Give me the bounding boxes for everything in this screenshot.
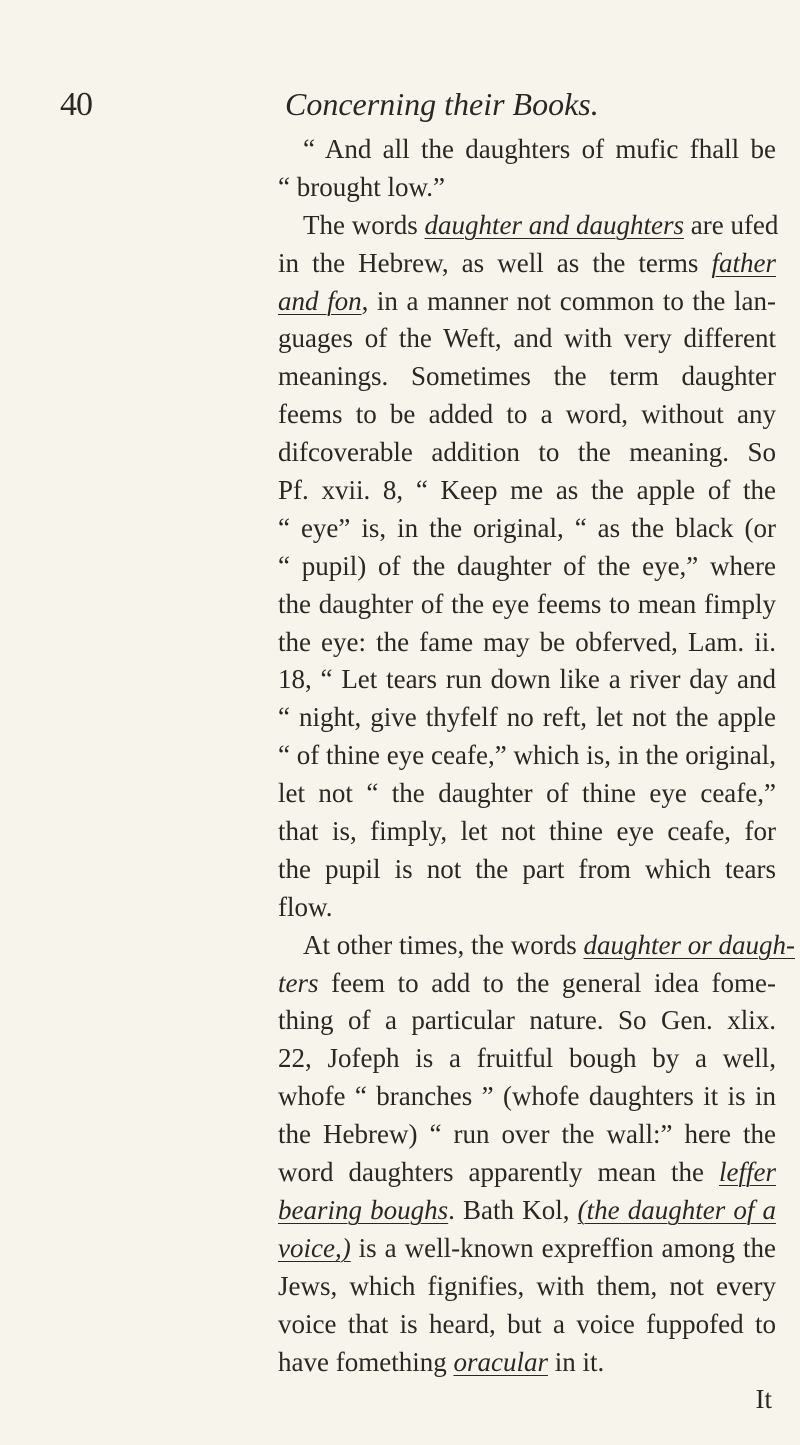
text-line xyxy=(278,775,776,813)
emphasized-text: ters xyxy=(278,967,319,998)
line-text: 22, Jofeph is a fruitful bough by a well, xyxy=(278,1043,776,1074)
text-line xyxy=(278,965,776,1003)
text-line xyxy=(278,472,776,510)
text-line xyxy=(278,1230,776,1268)
text-line xyxy=(278,699,776,737)
line-text: whofe “ branches ” (whofe daughters it is in xyxy=(278,1081,776,1112)
emphasized-text: father xyxy=(711,247,776,278)
line-text: feems to be added to a word, without any xyxy=(278,399,776,430)
line-text: . Bath Kol, xyxy=(448,1194,578,1225)
emphasized-text: (the daughter of a xyxy=(577,1194,776,1225)
text-line xyxy=(278,245,776,283)
emphasized-text: leffer xyxy=(719,1157,776,1188)
running-head: Concerning their Books. xyxy=(285,86,599,122)
line-text: have fomething xyxy=(278,1346,454,1377)
line-text: the eye: the fame may be obferved, Lam. ii. xyxy=(278,626,776,657)
line-text: the Hebrew) “ run over the wall:” here the xyxy=(278,1119,776,1150)
line-text: feem to add to the general idea fome- xyxy=(318,967,776,998)
text-line xyxy=(278,283,776,321)
line-text: meanings. Sometimes the term daughter xyxy=(278,361,776,392)
line-text: word daughters apparently mean the xyxy=(278,1157,720,1188)
line-text: flow. xyxy=(278,891,333,922)
line-text: difcoverable addition to the meaning. So xyxy=(278,437,776,468)
line-text: is a well-known expreffion among the xyxy=(350,1232,776,1263)
emphasized-text: voice,) xyxy=(278,1232,351,1263)
line-text: “ night, give thyfelf no reft, let not the apple xyxy=(278,702,776,733)
text-line xyxy=(278,661,776,699)
emphasized-text: and fon xyxy=(278,285,362,316)
text-line xyxy=(278,1268,776,1306)
text-line xyxy=(278,169,776,207)
text-line xyxy=(278,320,776,358)
line-text: “ eye” is, in the original, “ as the black (or xyxy=(278,512,776,543)
text-line xyxy=(278,1040,776,1078)
line-text: are ufed xyxy=(683,209,779,240)
line-text: that is, fimply, let not thine eye ceafe, for xyxy=(278,816,776,847)
line-text: the pupil is not the part from which tears xyxy=(278,853,776,884)
page-header xyxy=(0,86,800,136)
text-line xyxy=(278,131,776,169)
text-line xyxy=(278,1078,776,1116)
text-line xyxy=(278,548,776,586)
page-number: 40 xyxy=(60,86,92,123)
emphasized-text: daughter or daugh- xyxy=(583,929,795,960)
text-line xyxy=(278,1344,776,1382)
line-text: Jews, which fignifies, with them, not every xyxy=(278,1270,776,1301)
line-text: let not “ the daughter of thine eye ceafe,” xyxy=(278,778,776,809)
text-line xyxy=(278,396,776,434)
line-text: 18, “ Let tears run down like a river day and xyxy=(278,664,776,695)
text-line xyxy=(278,358,776,396)
line-text: “ And all the daughters of mufic fhall be xyxy=(303,134,776,164)
text-line xyxy=(278,927,795,965)
text-line xyxy=(278,737,776,775)
body-text xyxy=(278,131,795,1419)
line-text: in the Hebrew, as well as the terms xyxy=(278,247,712,278)
catchword: It xyxy=(755,1384,772,1415)
line-text: Pf. xvii. 8, “ Keep me as the apple of the xyxy=(278,475,776,506)
text-line xyxy=(278,889,776,927)
emphasized-text: oracular xyxy=(453,1346,548,1377)
emphasized-text: bearing boughs xyxy=(278,1194,449,1225)
text-line xyxy=(278,207,779,245)
text-line xyxy=(278,1002,776,1040)
text-line xyxy=(278,1192,776,1230)
text-line xyxy=(278,813,776,851)
line-text: “ brought low.” xyxy=(278,171,445,202)
line-text: The words xyxy=(303,209,425,240)
catchword-line xyxy=(278,1381,776,1419)
line-text: thing of a particular nature. So Gen. xlix. xyxy=(278,1005,776,1036)
line-text: voice that is heard, but a voice fuppofed to xyxy=(278,1308,776,1339)
text-line xyxy=(278,1116,776,1154)
text-line xyxy=(278,1154,776,1192)
text-line xyxy=(278,434,776,472)
text-line xyxy=(278,586,776,624)
line-text: “ pupil) of the daughter of the eye,” where xyxy=(278,550,776,581)
line-text: “ of thine eye ceafe,” which is, in the original, xyxy=(278,740,776,771)
line-text: , in a manner not common to the lan- xyxy=(361,285,776,316)
emphasized-text: daughter and daughters xyxy=(424,209,684,240)
line-text: At other times, the words xyxy=(303,929,584,960)
text-line xyxy=(278,510,776,548)
text-line xyxy=(278,851,776,889)
text-line xyxy=(278,624,776,662)
line-text: guages of the Weft, and with very different xyxy=(278,323,776,354)
line-text: in it. xyxy=(547,1346,605,1377)
text-line xyxy=(278,1306,776,1344)
line-text: the daughter of the eye feems to mean fimply xyxy=(278,588,776,619)
